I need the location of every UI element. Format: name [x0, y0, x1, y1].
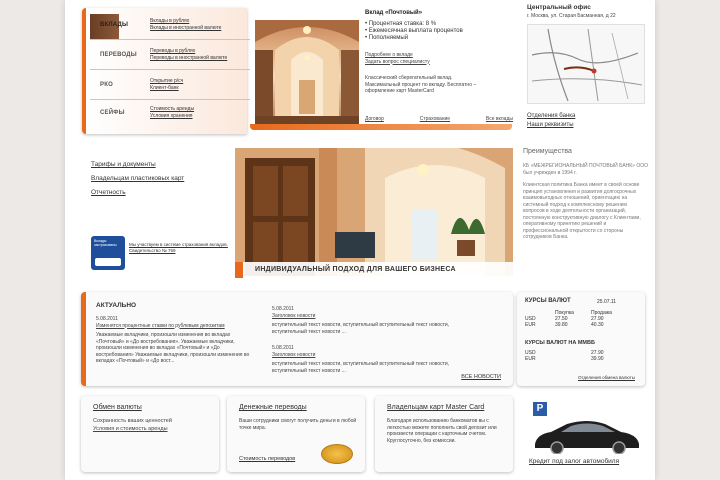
tariffs-link[interactable]: Тарифы и документы — [91, 161, 156, 168]
menu-link[interactable]: Открытие р/сч — [150, 78, 184, 84]
card-money-transfers — [227, 396, 365, 472]
menu-link[interactable]: Условия хранения — [150, 113, 193, 119]
currency-code: EUR — [525, 322, 536, 328]
news-title-link[interactable]: Изменятся процентные ставки по рублевым депозитам — [96, 322, 225, 329]
rates-date: 25.07.11 — [597, 299, 617, 305]
card-holders-link[interactable]: Владельцам пластиковых карт — [91, 175, 185, 182]
menu-link[interactable]: Переводы в иностранной валюте — [150, 55, 228, 61]
menu-row-seify[interactable] — [90, 102, 250, 128]
page — [65, 0, 655, 480]
mmvb-title: КУРСЫ ВАЛЮТ НА ММВБ — [525, 340, 595, 346]
card-desc: Благодаря использованию банкоматов вы с легкостью можете пополнить свой депозит или произвести операции с карточным счетом. Круглосуточно, без комиссии. — [387, 418, 497, 444]
advantages-title: Преимущества — [523, 148, 572, 155]
rates-header: Покупка — [555, 310, 574, 316]
sell-rate: 40.30 — [591, 322, 604, 328]
advantages-intro: КБ «МЕЖРЕГИОНАЛЬНЫЙ ПОЧТОВЫЙ БАНК» ООО был учрежден в 1994 г. — [523, 163, 649, 176]
currency-code: EUR — [525, 356, 536, 362]
card-desc: Сохранность ваших ценностей — [93, 418, 172, 424]
advantages-text: Клиентская политика Банка имеет в своей основе принцип установления и развития долгосрочных взаимовыгодных отношений, ориентацию на системный подход к комплексному решению вопросов в ходе деятельности организаций, постоянную конструктивную диалогу с Клиентами, оперативному принятию решений и профессиональной открытости со стороны сотрудников Банка. — [523, 182, 641, 240]
currency-code: USD — [525, 316, 536, 322]
side-links — [91, 158, 184, 200]
rates-header: Продажа — [591, 310, 612, 316]
corridor-photo — [255, 20, 359, 124]
deposit-insurance-logo: Вклады застрахованы — [91, 236, 125, 270]
transfer-cost-link[interactable]: Стоимость переводов — [239, 456, 296, 462]
lobby-illustration — [235, 148, 513, 276]
exchange-offices-link[interactable]: Отделения обмена валюты — [577, 375, 635, 380]
requisites-link[interactable]: Наши реквизиты — [527, 122, 574, 128]
menu-category[interactable]: РКО — [100, 82, 113, 88]
insurance-note[interactable]: Мы участвуем в системе страхования вкладов. Свидетельство № 769 — [129, 242, 228, 253]
office-title: Центральный офис — [527, 4, 591, 11]
car-icon — [531, 416, 643, 454]
all-news-link[interactable]: ВСЕ НОВОСТИ — [461, 374, 501, 380]
office-address: г. Москва, ул. Старая Басманная, д 22 — [527, 13, 616, 19]
deposit-bullet: • Пополняемый — [365, 35, 513, 42]
reporting-link[interactable]: Отчетность — [91, 189, 126, 196]
orange-divider — [250, 124, 512, 130]
menu-link[interactable]: Переводы в рублях — [150, 48, 196, 54]
car-loan-link[interactable]: Кредит под залог автомобиля — [529, 458, 620, 465]
currency-code: USD — [525, 350, 536, 356]
buy-rate: 27.50 — [555, 316, 568, 322]
business-caption-bar — [235, 262, 513, 278]
news-date: 5.08.2011 — [272, 345, 294, 351]
parking-icon: P — [533, 402, 547, 416]
business-photo — [235, 148, 513, 276]
deposit-bullet: • Процентная ставка: 8 % — [365, 21, 513, 28]
card-title-link[interactable]: Обмен валюты — [93, 404, 142, 411]
exchange-rates — [517, 292, 645, 386]
menu-link[interactable]: Клиент-банк — [150, 85, 179, 91]
menu-row-rko[interactable] — [90, 74, 250, 100]
news-label: АКТУАЛЬНО — [96, 302, 137, 309]
card-currency-exchange — [81, 396, 219, 472]
news-body: Уважаемые вкладчики, произошли изменения во вкладах «Почтовый» и «До востребования». Уважаемые вкладчики, произошли изменения во вкладах «Почтовый» и «До востребования» Уважаемые вкладчики, произошли изменения во вкладах «Почтовый» и «До вост... — [96, 332, 250, 364]
menu-category[interactable]: СЕЙФЫ — [100, 110, 125, 116]
deposit-title: Вклад «Почтовый» — [365, 10, 423, 16]
news-date: 5.08.2011 — [272, 306, 294, 312]
news-panel — [81, 292, 513, 386]
card-desc: Ваши сотрудники смогут получить деньги в любой точке мира. — [239, 418, 357, 431]
menu-link[interactable]: Вклады в иностранной валюте — [150, 25, 222, 31]
deposit-bullets — [365, 21, 513, 42]
menu-row-perevody[interactable] — [90, 44, 250, 70]
contract-link[interactable]: Договор — [365, 116, 384, 122]
ask-specialist-link[interactable]: Задать вопрос специалисту — [365, 58, 430, 65]
news-body: вступительный текст новости, вступительный вступительный текст новости, вступительный текст новости ... — [272, 322, 450, 335]
menu-link[interactable]: Вклады в рублях — [150, 18, 190, 24]
corridor-illustration — [255, 20, 359, 124]
menu-row-vklady[interactable] — [90, 14, 250, 40]
mmvb-rate: 39.90 — [591, 356, 604, 362]
mmvb-table — [525, 350, 608, 362]
car-loan-promo[interactable] — [523, 400, 653, 476]
deposit-bullet: • Ежемесячная выплата процентов — [365, 28, 513, 35]
card-title-link[interactable]: Денежные переводы — [239, 404, 307, 411]
products-menu — [82, 8, 247, 134]
branches-link[interactable]: Отделения банка — [527, 113, 576, 119]
map-illustration — [528, 25, 646, 105]
deposit-description: Классический сберегательный вклад. Максимальный процент по вкладу. Бесплатно – оформление карт MasterCard — [365, 75, 477, 94]
all-deposits-link[interactable]: Все вклады — [485, 116, 513, 122]
rates-title: КУРСЫ ВАЛЮТ — [525, 298, 571, 304]
transfer-system-logo — [321, 444, 353, 464]
office-map[interactable] — [527, 24, 645, 104]
news-title-link[interactable]: Заголовок новости — [272, 351, 316, 358]
menu-category[interactable]: ПЕРЕВОДЫ — [100, 52, 137, 58]
deposit-promo — [365, 10, 513, 130]
news-date: 5.08.2011 — [96, 316, 118, 322]
news-body: вступительный текст новости, вступительный вступительный текст новости, вступительный текст новости ... — [272, 361, 450, 374]
mmvb-rate: 27.90 — [591, 350, 604, 356]
insurance-link[interactable]: Страхование — [419, 116, 451, 122]
card-title-link[interactable]: Владельцам карт Master Card — [387, 404, 485, 411]
deposit-more-link[interactable]: Подробнее о вкладе — [365, 52, 413, 58]
buy-rate: 39.80 — [555, 322, 568, 328]
advantages — [523, 148, 648, 278]
business-caption: ИНДИВИДУАЛЬНЫЙ ПОДХОД ДЛЯ ВАШЕГО БИЗНЕСА — [255, 266, 456, 273]
sell-rate: 27.90 — [591, 316, 604, 322]
news-title-link[interactable]: Заголовок новости — [272, 312, 316, 319]
menu-category[interactable]: ВКЛАДЫ — [100, 22, 129, 28]
card-mastercard-holders — [375, 396, 513, 472]
menu-link[interactable]: Стоимость аренды — [150, 106, 195, 112]
card-conditions-link[interactable]: Условия и стоимость аренды — [93, 426, 168, 432]
rates-table — [525, 310, 616, 328]
